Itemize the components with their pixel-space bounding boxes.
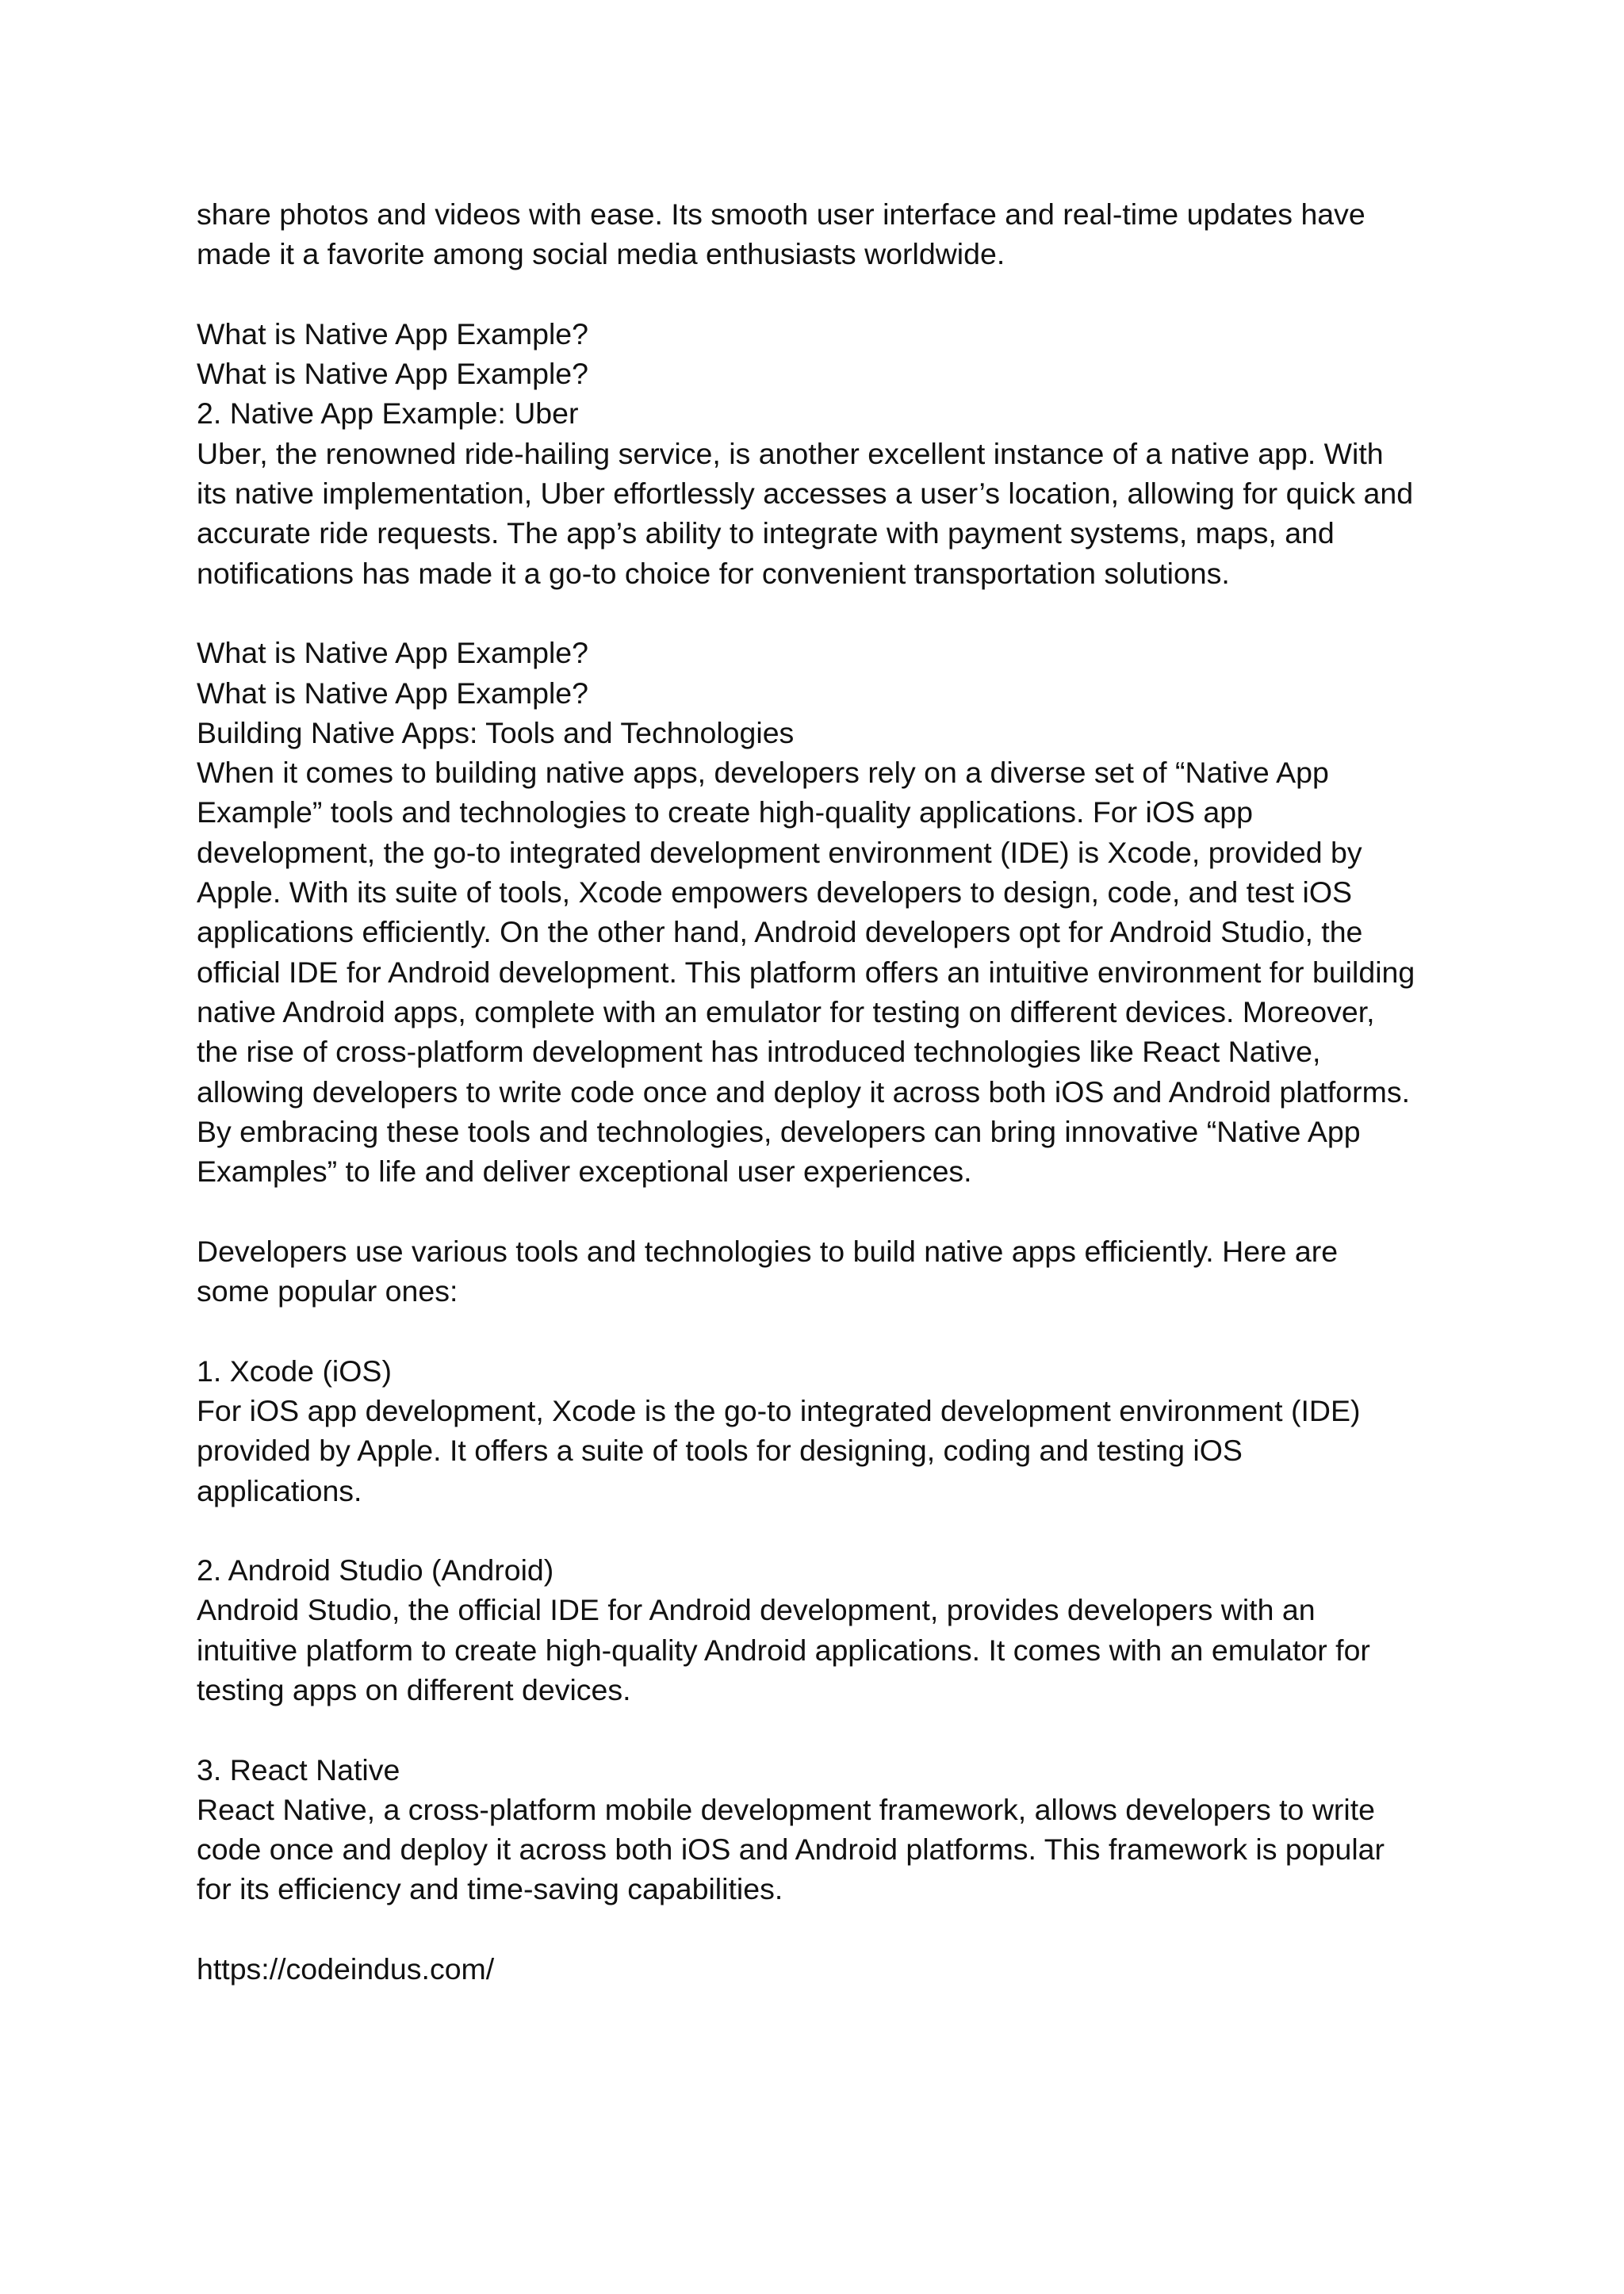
paragraph-gap — [197, 1909, 1450, 1949]
image-alt-text: What is Native App Example? — [197, 357, 588, 391]
body-line: some popular ones: — [197, 1274, 458, 1308]
tool-heading: 2. Android Studio (Android) — [197, 1553, 554, 1587]
body-line: accurate ride requests. The app’s ability to integrate with payment systems, maps, and — [197, 516, 1335, 550]
body-line: for its efficiency and time-saving capabilities. — [197, 1872, 783, 1906]
section-heading: Building Native Apps: Tools and Technologies — [197, 715, 795, 749]
body-line: React Native, a cross-platform mobile development framework, allows developers to write — [197, 1792, 1376, 1826]
body-line: applications efficiently. On the other hand, Android developers opt for Android Studio, the — [197, 915, 1363, 949]
body-line: code once and deploy it across both iOS and Android platforms. This framework is popular — [197, 1833, 1385, 1867]
image-alt-text: What is Native App Example? — [197, 316, 588, 350]
image-alt-text: What is Native App Example? — [197, 636, 588, 670]
body-line: intuitive platform to create high-quality Android applications. It comes with an emulator for — [197, 1633, 1370, 1667]
document-body — [197, 194, 1450, 1989]
body-line: By embracing these tools and technologies, developers can bring innovative “Native App — [197, 1114, 1361, 1148]
intro-line: share photos and videos with ease. Its smooth user interface and real-time updates have — [197, 197, 1365, 231]
body-line: Examples” to life and deliver exceptional user experiences. — [197, 1155, 972, 1189]
body-line: its native implementation, Uber effortlessly accesses a user’s location, allowing for quick and — [197, 477, 1414, 511]
body-line: When it comes to building native apps, developers rely on a diverse set of “Native App — [197, 756, 1329, 790]
section-uber — [197, 314, 1450, 593]
body-line: Uber, the renowned ride-hailing service, is another excellent instance of a native app. With — [197, 436, 1384, 470]
image-alt-text: What is Native App Example? — [197, 676, 588, 710]
tool-xcode — [197, 1351, 1450, 1511]
tool-android-studio — [197, 1550, 1450, 1710]
body-line: Android Studio, the official IDE for Android development, provides developers with an — [197, 1593, 1316, 1627]
paragraph-gap — [197, 1710, 1450, 1749]
tool-react-native — [197, 1750, 1450, 1909]
body-line: testing apps on different devices. — [197, 1672, 631, 1706]
body-line: the rise of cross-platform development has introduced technologies like React Native, — [197, 1035, 1321, 1069]
body-line: Apple. With its suite of tools, Xcode empowers developers to design, code, and test iOS — [197, 875, 1353, 910]
tool-heading: 1. Xcode (iOS) — [197, 1354, 392, 1388]
intro-line: made it a favorite among social media enthusiasts worldwide. — [197, 237, 1005, 271]
popular-intro — [197, 1231, 1450, 1312]
body-line: native Android apps, complete with an emulator for testing on different devices. Moreover, — [197, 994, 1375, 1028]
body-line: Example” tools and technologies to create high-quality applications. For iOS app — [197, 795, 1254, 829]
body-line: applications. — [197, 1473, 362, 1507]
tool-heading: 3. React Native — [197, 1752, 400, 1787]
paragraph-gap — [197, 1191, 1450, 1231]
body-line: development, the go-to integrated development environment (IDE) is Xcode, provided by — [197, 835, 1362, 869]
body-line: allowing developers to write code once and deploy it across both iOS and Android platforms. — [197, 1074, 1411, 1109]
body-line: For iOS app development, Xcode is the go-to integrated development environment (IDE) — [197, 1393, 1361, 1427]
paragraph-gap — [197, 593, 1450, 633]
source-link[interactable]: https://codeindus.com/ — [197, 1952, 495, 1986]
intro-paragraph — [197, 194, 1450, 274]
section-tools — [197, 633, 1450, 1191]
body-line: Developers use various tools and technologies to build native apps efficiently. Here are — [197, 1234, 1339, 1268]
body-line: official IDE for Android development. This platform offers an intuitive environment for building — [197, 955, 1415, 989]
body-line: notifications has made it a go-to choice for convenient transportation solutions. — [197, 556, 1230, 590]
paragraph-gap — [197, 1311, 1450, 1350]
body-line: provided by Apple. It offers a suite of tools for designing, coding and testing iOS — [197, 1434, 1243, 1468]
section-heading: 2. Native App Example: Uber — [197, 396, 579, 431]
paragraph-gap — [197, 274, 1450, 314]
paragraph-gap — [197, 1511, 1450, 1550]
